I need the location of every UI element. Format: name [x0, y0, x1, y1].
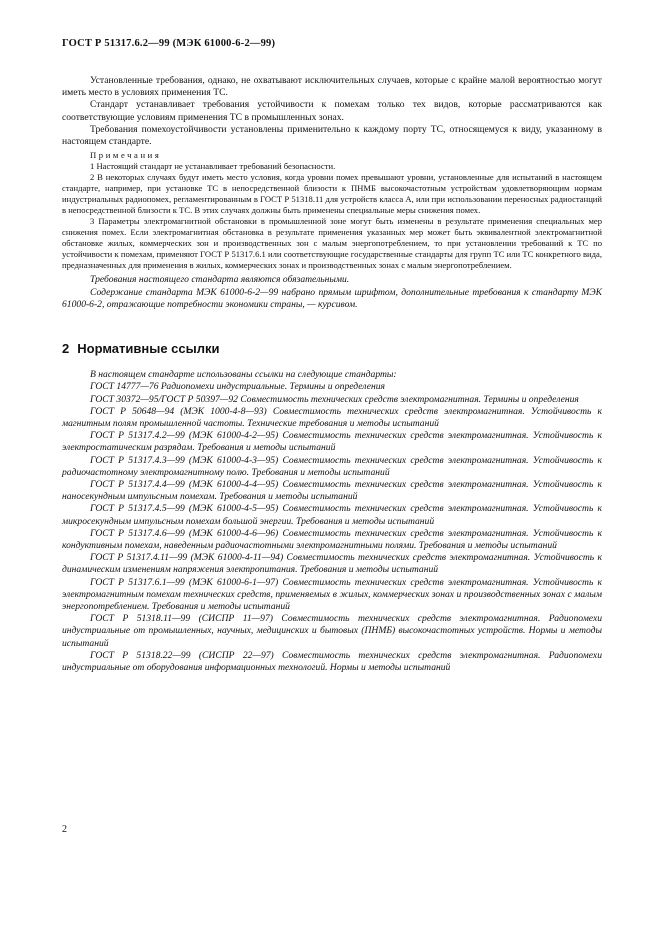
reference-item: ГОСТ Р 51317.4.4—99 (МЭК 61000-4-4—95) Совместимость технических средств электромагнитная. Устойчивость к наносекундным импульсным помехам. Требования и методы испытаний [62, 478, 602, 503]
reference-item: ГОСТ Р 51318.11—99 (СИСПР 11—97) Совместимость технических средств электромагнитная. Радиопомехи индустриальные от промышленных, научных, медицинских и бытовых (ПНМБ) высокочастотных устройств. Нормы и методы испытаний [62, 613, 602, 649]
intro-paragraph-1: Установленные требования, однако, не охватывают исключительных случаев, которые с крайне малой вероятностью могут иметь место в условиях применения ТС. [62, 75, 602, 99]
intro-block [62, 75, 602, 148]
reference-item: ГОСТ 14777—76 Радиопомехи индустриальные. Термины и определения [90, 381, 385, 393]
reference-item: ГОСТ Р 51317.6.1—99 (МЭК 61000-6-1—97) Совместимость технических средств электромагнитная. Устойчивость к электромагнитным помехам технических средств, применяемых в жилых, коммерческих зонах и производственных зонах с малым энергопотреблением. Требования и методы испытаний [62, 576, 602, 612]
reference-item: ГОСТ Р 51317.4.3—99 (МЭК 61000-4-3—95) Совместимость технических средств электромагнитная. Устойчивость к радиочастотному электромагнитному полю. Требования и методы испытаний [62, 454, 602, 478]
references-list [62, 369, 602, 674]
content-note: Содержание стандарта МЭК 61000-6-2—99 набрано прямым шрифтом, дополнительные требования к стандарту МЭК 61000-6-2, отражающие потребности экономики страны, — курсивом. [62, 286, 602, 310]
notes-title: Примечания [90, 150, 162, 161]
section-title: Нормативные ссылки [77, 341, 220, 357]
reference-item: ГОСТ Р 51317.4.5—99 (МЭК 61000-4-5—95) Совместимость технических средств электромагнитная. Устойчивость к микросекундным импульсным помехам большой энергии. Требования и методы испытаний [62, 503, 602, 527]
page-number: 2 [62, 824, 67, 835]
document-page [62, 38, 602, 674]
references-intro: В настоящем стандарте использованы ссылки на следующие стандарты: [90, 369, 397, 381]
reference-item: ГОСТ Р 51317.4.6—99 (МЭК 61000-4-6—96) Совместимость технических средств электромагнитная. Устойчивость к кондуктивным помехам, наведенным радиочастотными электромагнитными полями. Требования и методы испытаний [62, 527, 602, 551]
intro-paragraph-3: Требования помехоустойчивости установлены применительно к каждому порту ТС, относящемуся к виду, указанному в настоящем стандарте. [62, 123, 602, 148]
mandatory-note: Требования настоящего стандарта являются обязательными. [90, 274, 350, 286]
section-heading [62, 341, 602, 356]
reference-item: ГОСТ Р 51317.4.2—99 (МЭК 61000-4-2—95) Совместимость технических средств электромагнитная. Устойчивость к электростатическим разрядам. Требования и методы испытаний [62, 430, 602, 454]
document-header: ГОСТ Р 51317.6.2—99 (МЭК 61000-6-2—99) [62, 38, 276, 49]
reference-item: ГОСТ Р 51318.22—99 (СИСПР 22—97) Совместимость технических средств электромагнитная. Радиопомехи индустриальные от оборудования информационных технологий. Нормы и методы испытаний [62, 649, 602, 673]
intro-paragraph-2: Стандарт устанавливает требования устойчивости к помехам только тех видов, которые рассматриваются как соответствующие условиям применения ТС в промышленных зонах. [62, 99, 602, 123]
reference-item: ГОСТ Р 50648—94 (МЭК 1000-4-8—93) Совместимость технических средств электромагнитная. Устойчивость к магнитным полям промышленной частоты. Технические требования и методы испытаний [62, 405, 602, 429]
section-number: 2 [62, 341, 70, 357]
note-3: 3 Параметры электромагнитной обстановки в промышленной зоне могут быть изменены в результате применения специальных мер снижения помех. Если электромагнитная обстановка в результате применения указанных мер может быть эквивалентной электромагнитной обстановке жилых, коммерческих зон и производственных зон с малым энергопотреблением, то при установлении требований к ТС по устойчивости к помехам, применяют ГОСТ Р 51317.6.1 или соответствующие государственные стандарты для групп ТС или ТС конкретного вида, предназначенных для применения в жилых, коммерческих зонах и производственных зонах с малым энергопотреблением. [62, 215, 602, 270]
note-2: 2 В некоторых случаях будут иметь место условия, когда уровни помех превышают уровни, установленные для испытаний в настоящем стандарте, например, при установке ТС в непосредственной близости к ПНМБ высокочастотным устройствам удовлетворяющим нормам индустриальных радиопомех, регламентированным в ГОСТ Р 51318.11 для устройств класса А, или при использовании переносных радиостанций в непосредственной близости к ТС. В этих случаях должны быть применены специальные меры снижения помех. [62, 172, 602, 216]
note-1: 1 Настоящий стандарт не устанавливает требований безопасности. [90, 161, 336, 172]
reference-item: ГОСТ 30372—95/ГОСТ Р 50397—92 Совместимость технических средств электромагнитная. Термины и определения [90, 393, 579, 405]
reference-item: ГОСТ Р 51317.4.11—99 (МЭК 61000-4-11—94) Совместимость технических средств электромагнитная. Устойчивость к динамическим изменениям напряжения электропитания. Требования и методы испытаний [62, 552, 602, 576]
notes-block [62, 149, 602, 270]
